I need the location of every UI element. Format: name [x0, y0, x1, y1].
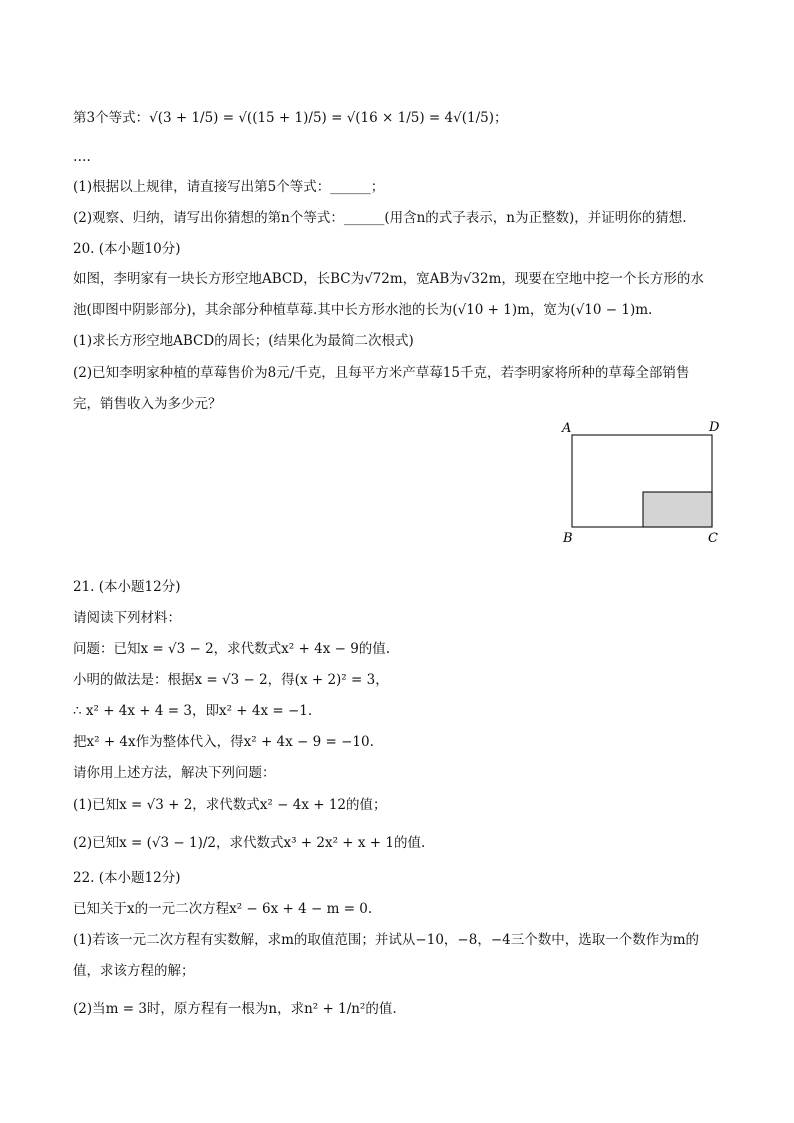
problem-21-heading: 21. (本小题12分): [73, 579, 181, 595]
problem-20-part-2: 完，销售收入为多少元？: [73, 396, 222, 412]
vertex-label-c: C: [708, 531, 718, 546]
problem-22-text: 已知关于x的一元二次方程x² − 6x + 4 − m = 0.: [73, 901, 373, 917]
text-line: 第3个等式：√(3 + 1/5) = √((15 + 1)/5) = √(16 × 1/5) = 4√(1/5)；: [73, 110, 508, 126]
problem-22-part-1: 值，求该方程的解；: [73, 963, 195, 979]
problem-20-text: 池(即图中阴影部分)，其余部分种植草莓.其中长方形水池的长为(√10 + 1)m，宽为(√10 − 1)m.: [73, 302, 653, 318]
problem-21-part-2: (2)已知x = (√3 − 1)/2，求代数式x³ + 2x² + x + 1的值.: [73, 835, 426, 851]
problem-21-text: ∴ x² + 4x + 4 = 3，即x² + 4x = −1.: [73, 703, 313, 719]
question-2-text: (2)观察、归纳，请写出你猜想的第n个等式：______(用含n的式子表示，n为正整数)，并证明你的猜想.: [73, 210, 687, 226]
question-1-text: (1)根据以上规律，请直接写出第5个等式：______；: [73, 179, 385, 195]
problem-22-part-1: (1)若该一元二次方程有实数解，求m的取值范围；并试从−10，−8，−4三个数中，选取一个数作为m的: [73, 932, 700, 948]
vertex-label-d: D: [709, 420, 720, 435]
problem-21-text: 请阅读下列材料：: [73, 610, 181, 626]
problem-22-part-2: (2)当m = 3时，原方程有一根为n，求n² + 1/n²的值.: [73, 1001, 397, 1017]
problem-20-part-1: (1)求长方形空地ABCD的周长；(结果化为最简二次根式): [73, 333, 414, 349]
problem-21-text: 问题：已知x = √3 − 2，求代数式x² + 4x − 9的值.: [73, 641, 391, 657]
problem-20-text: 如图，李明家有一块长方形空地ABCD，长BC为√72m，宽AB为√32m，现要在空地中挖一个长方形的水: [73, 271, 704, 287]
text-line: ….: [73, 149, 91, 165]
vertex-label-b: B: [563, 531, 573, 546]
vertex-label-a: A: [562, 421, 572, 436]
pool-shaded-area: [643, 492, 712, 527]
problem-21-text: 请你用上述方法，解决下列问题：: [73, 765, 276, 781]
problem-22-heading: 22. (本小题12分): [73, 870, 181, 886]
problem-20-part-2: (2)已知李明家种植的草莓售价为8元/千克，且每平方米产草莓15千克，若李明家将所种的草莓全部销售: [73, 365, 690, 381]
problem-21-part-1: (1)已知x = √3 + 2，求代数式x² − 4x + 12的值；: [73, 797, 387, 813]
rectangle-figure: [560, 418, 730, 548]
problem-21-text: 小明的做法是：根据x = √3 − 2，得(x + 2)² = 3，: [73, 672, 389, 688]
problem-20-heading: 20. (本小题10分): [73, 241, 181, 257]
problem-21-text: 把x² + 4x作为整体代入，得x² + 4x − 9 = −10.: [73, 734, 374, 750]
